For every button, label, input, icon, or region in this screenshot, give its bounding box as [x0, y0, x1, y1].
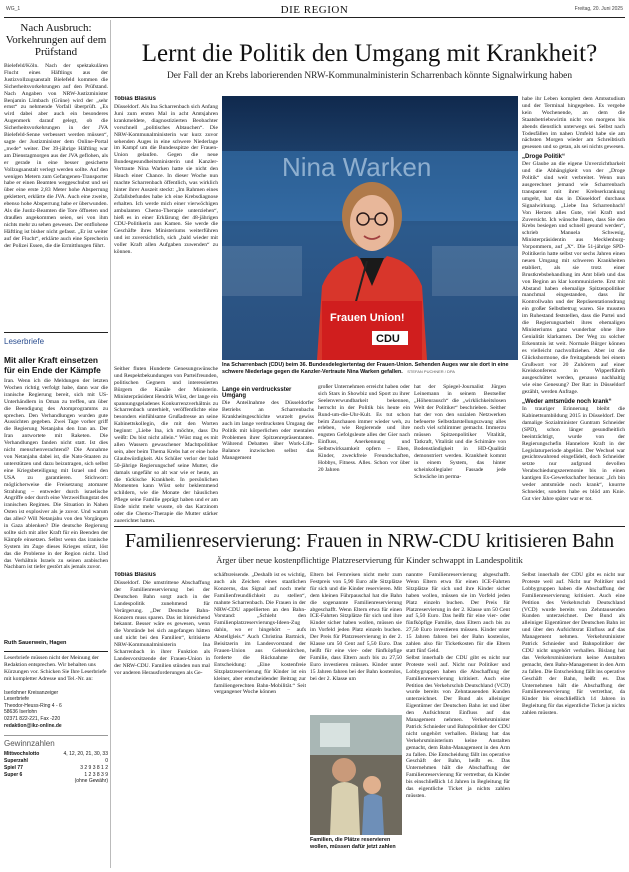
bottom-col3-text: Eltern bei Fernreisen nicht mehr zum Festpreis von 5,90 Euro alle Sitzplätze für sich und die Kinder reservieren. Mit dem kleinen Führpauschal hat die Bahn die sogenannte Familienreservierung abgeschafft. Wenn Eltern etwa für einen ICE-Fahrten Sitzplätze für sich und ihre Kinder sicher haben wollen, müssen sie im Vorfeld jeden Platz einzeln buchen. Der Preis für Platzreservierung in der 2. Klasse um 50 Cent auf 5,50 Euro. Das heißt für eine vier- oder fünfköpfige Familie, dass Eltern auch bis zu 27,50 Euro investieren müssen. Kinder unter 15 Jahren fahren bei der Bahn kostenlos, bei der 2. Klasse um	[310, 572, 402, 682]
header-rule	[4, 17, 625, 18]
bottom-story-rule	[114, 526, 625, 527]
main-col-3	[318, 384, 410, 522]
main-author: Tobias Blasius	[114, 96, 156, 102]
bottom-subhead: Ärger über neue kostenpflichtige Platzreservierung für Kinder schwappt in Landespolitik	[216, 555, 523, 565]
main-col-1	[114, 96, 218, 364]
bottom-col-5	[522, 572, 625, 868]
letter-body: Iran. Wenn ich die Meldungen der letzten Wochen richtig verfolgt habe, dann war die iranische Regierung bereit, sich mit US-Unterhändlern in Oman zu treffen, um über die Beendigung des Atomprogramms zu sprechen. Den Verhandlungen wurden gute Aussichten gegeben. Zwei Tage vorher griff die Regierung Netanjahu den Iran an. Der Iran antwortete mit Raketen. Die Verhandlungen fanden nicht statt. Ist dies nicht menschenverachtend? Die Annahme von Netanjahu dabei ist, die Nato-Staaten zu unterstützen und dazu beizutragen, sich selbst eine Kriegsbeteiligung mit Israel und den USA zu garantieren. Stichwort: möglicherweise die Freisetzung atomarer Strahlung – entweder durch israelische Angriffe oder durch eine Verzweiflungstat des iranischen Regimes. Die Situation in Nahen Osten ist explosiver als je zuvor. Und warum das alles? Will Netanjahu von den Vorgängen in Gaza ablenken? Die deutsche Regierung sollte sich mit aller Kraft für ein Beenden der Kämpfe einsetzen. Selbst wenn das iranische System im Zuge dieses Krieges stürzt, löst das die Probleme in der Region nicht. Und das Verhältnis Israels zu seinen arabischen Nachbarn ist tiefer gestört als jemals zuvor.	[4, 378, 108, 571]
podium-text: Frauen Union!	[330, 312, 405, 324]
letter-note: Leserbriefe müssen nicht der Meinung der Redaktion entsprechen. Wir behalten uns Kürzungen vor. Schicken Sie Ihre Leserbriefe mit kompletter Adresse und Tel.-Nr. an:	[4, 655, 107, 682]
main-col-4	[414, 384, 506, 522]
left-story-body: Bielefeld/Köln. Nach der spektakulären Flucht eines Häftlings aus der Justizvollzugsanstalt Bielefeld kommen die Sicherheitsvorkehrungen auf den Prüfstand. Nach Angaben von NRW-Justizminister Benjamin Limbach (Grüne) wird der „sehr ernst“ zu nehmende Vorfall überprüft. „Es wird dabei aber auch ein besonderes Augenmerk darauf gelegt, ob die Sicherheitsvorkehrungen in der JVA Bielefeld-Senne verbessert werden müssen“, sagte der Justizminister dem Online-Portal „nwde“ weiter. Der 39-jährige Häftling war am Dienstagmorgen aus der JVA geflohen, als er gerade in eine besser gesicherte Vollzugsanstalt verlegt werden sollte. Auf den wenigen Metern zum Gefangenen-Transporter habe er einen Beamten weggeschubst und sei über eine erste 2,83 Meter hohe Absperrung geklettert, erklärte die JVA. Auch eine zweite, ebenso hohe Absperrung habe er überwunden. Als die Justiz-Beamten die Tore öffneten und draußen angekommen seien, sei von ihm nichts mehr zu sehen gewesen. Der entflohene Häftling ist bisher nicht gefasst. „Er ist weiter auf der Flucht“, erklärte auch eine Sprecherin der Polizei Essen, die die Ermittlungen führt.	[4, 63, 108, 249]
main-col2-subhead: Lange ein verdrucksster Umgang	[222, 387, 292, 399]
family-train-photo	[310, 715, 402, 835]
main-col-2b	[222, 384, 314, 522]
lotto-value: 3 2 9 3 8 1 2	[80, 764, 108, 771]
bottom-col4-text: nanntre Familienreservierung abgeschafft. Wenn Eltern etwa für einen ICE-Fahrten Sitzplätze für sich und ihre Kinder sicher haben wollen, müssen sie im Vorfeld jeden Platz einzeln buchen. Der Preis für Platzreservierung in der 2. Klasse um 50 Cent auf 5,50 Euro. Das heißt für eine vier- oder fünfköpfige Familie, dass Eltern auch bis zu 27,50 Euro investieren müssen. Kinder unter 15 Jahren fahren bei der Bahn kostenlos, zahlen also für Ticketkosten für die Eltern statt fünf Geld.	[406, 572, 510, 654]
lotto-value: 1 2 3 8 3 9	[84, 771, 108, 778]
main-col3-text: großer Unternehmen erreicht haben oder sich Stars in Showbiz und Sport zu ihrer Seelenverwundbarkeit bekennen, herrscht in der Politik bis heute ein Rund-um-die-Uhr-Kult. Es tut schon beim Zuschauen immer wieder weh, zu erleben, wie Regierende und ihre engsten Gefolgsleute alles der Gier nach Einfluss, Anerkennung und Selbstwirksamkeit opfern – Ehen, Kinder, zweckfreie Freundschaften, Hobbys, Fitness. Alles. Schon vor über 20 Jahren	[318, 384, 410, 473]
main-headline: Lernt die Politik den Umgang mit Krankheit?	[141, 40, 598, 67]
lotto-note: (ohne Gewähr)	[74, 778, 108, 785]
photo-caption-text: Ina Scharrenbach (CDU) beim 36. Bundesdelegiertentag der Frauen-Union. Sehenden Auges war sie dort in eine schwere Niederlage gegen die Kanzler-Vertraute Nina Warken gefallen.	[222, 362, 509, 375]
lotto-label: Super 6	[4, 771, 23, 778]
lotto-label: Spiel 77	[4, 764, 23, 771]
bottom-col5-text-right: Selbst innerhalb der CDU gibt es nicht nur Proteste weil auf. Nicht nur Politiker und Lobbygruppen haben die Abschaffung der Familienreservierung kritisiert. Auch eine Petition des Verkehrsclub Deutschland (VCD) wurde bereits von Zehntausenden Kunden unterzeichnet. Der Bund als alleiniger Eigentümer der Deutschen Bahn ist und über den Aufsichtsrat Einfluss auf das Management nehmen. Verkehrsminister Patrick Schnieder und Bahnpolitiker der CDU nicht ungehört verhallen. Bislang hat das Verkehrsministerium keine Anstalten gemacht, dem Bahn-Management in den Arm zu fallen. Die Entscheidung fällt ins operative Geschäft der Bahn, heißt es. Das Unternehmen hält die Abschaffung der Familienreservierung für vertretbar, da Kinder bis einschließlich 14 Jahren in Begleitung für das eigentliche Ticket ja nichts zahlen müssten.	[522, 572, 625, 717]
issue-date: Freitag, 20. Juni 2025	[574, 6, 623, 12]
main-col-6	[522, 96, 625, 522]
lotto-row	[4, 758, 108, 765]
bottom-col2-text: schäftsreisende. „Deshalb ist es wichtig, auch als Zeichen eines staatlichen Konzerns, das Signal auf noch mehr Familienfreundlichkeit zu stellen“, mahnte Scharrenbach. Die Frauen in der NRW-CDU appellierten an den Bahn-Vorstand: „Schieht den Familienplatzreservierungs-Ideen-Zug dahin, wo er hingehört – aufs Abstellgleis.“ Auch Christina Bartnick, Beisitzerin im Landesvorstand der Frauen-Union aus Gelsenkirchen, forderte die Rücknahme der Entscheidung: „Eine kostenfreie Sitzplatzreservierung für Kinder ist ein kleiner, aber entscheidender Beitrag zur familiengerechten Bahn-Mobilität.“ Seit vergangener Woche können	[214, 572, 306, 696]
photo-credit: STEFAN PUCHNER / DPA	[407, 368, 455, 374]
main-col4-text: hat der Spiegel-Journalist Jürgen Leinemann in seinem Bestseller „Höhenrausch“ die „wirklichkeitslosen Welt der Politiker“ beschrieben. Seither hat der von den sozialen Netzwerken befeuerte Selbstdarstellungszwang alles noch viel schlimmer gemacht. Immerzu müssen Spitzenpolitiker Vitalität, Tatkraft, Vitalität und die Schimäre von Bodenständigkeit in HD-Qualität demonstriert werden. Krankheit kommt in einem System, das hinter scheinkollegialer Fassade jede Schwäche im perma-	[414, 384, 506, 480]
bottom-col-3	[310, 572, 402, 712]
address-line: Leserbriefe	[4, 696, 30, 703]
bottom-col5-text: Selbst innerhalb der CDU gibt es nicht nur Proteste weil auf. Nicht nur Politiker und Lobbygruppen haben die Abschaffung der Familienreservierung kritisiert. Auch eine Petition des Verkehrsclub Deutschland (VCD) wurde bereits von Zehntausenden Kunden unterzeichnet. Der Bund als alleiniger Eigentümer der Deutschen Bahn ist und über den Aufsichtsrat Einfluss auf das Management nehmen. Verkehrsminister Patrick Schnieder und Bahnpolitiker der CDU nicht ungehört verhallen. Bislang hat das Verkehrsministerium keine Anstalten gemacht, dem Bahn-Management in den Arm zu fallen. Die Entscheidung fällt ins operative Geschäft der Bahn, heißt es. Das Unternehmen hält die Abschaffung der Familienreservierung für vertretbar, da Kinder bis einschließlich 14 Jahren in Begleitung für das eigentliche Ticket ja nichts zahlen müssten.	[406, 654, 510, 799]
page-marker: WG_1	[6, 6, 21, 12]
letter-kicker: Leserbriefe	[4, 337, 45, 346]
main-col6c-text: In trauriger Erinnerung bleibt die Kabinettsumbildung 2015 in Düsseldorf. Der damalige Sozialminister Guntram Schneider (SPD), schon länger gesundheitlich beeinträchtigt, wurde von der Regierungschefin Hannelore Kraft in der Legislaturperiode abgelöst. Der Wechsel war gesichtswahrend eingefädelt, doch Schneider setzte nur aufgrund devollen Verabschiedungszeremonie bis in einen kantigen Ex-Gewerkschafter heraus: „Ich bin weder amtsmüde noch krank“, knurrte Schneider, sondern habe es blöd am Knie. Gut vier Jahre später war er tot.	[522, 406, 625, 502]
lotto-title: Gewinnzahlen	[4, 735, 108, 748]
backdrop-text: Nina Warken	[282, 152, 432, 182]
lotto-value: 0	[105, 757, 108, 764]
bottom-col-4	[406, 572, 510, 868]
email-address[interactable]: redaktion@ikz-online.de	[4, 722, 62, 729]
address-line: Theodor-Heuss-Ring 4 - 6	[4, 702, 62, 709]
scharrenbach-photo	[222, 96, 518, 360]
lotto-table	[4, 751, 108, 785]
left-story-headline: Nach Ausbruch: Vorkehrungen auf dem Prüfstand	[5, 22, 107, 58]
main-col2b-text: Die Anteilnahme des Düsseldorfer Betriebs an Scharrenbachs Krankheitsgeschichte wurzelt gewiss auch im lange verdrucksten Umgang der Politik mit körperlichen oder mentalen Problemen ihrer Spitzenrepräsentanten. Während Debatten über Work-Life-Balance inzwischen selbst das Management	[222, 400, 314, 462]
address-line: 02371 822-221, Fax -220	[4, 716, 61, 722]
main-col1-text: Düsseldorf. Als Ina Scharrenbach sich Anfang Juni zum ersten Mal in acht Amtsjahren krankmeldete, diagnostizierten Beobachter vorschnell „politisches Abtauchen“. Die NRW-Kommunalministerin war kurz zuvor sehenden Auges in eine schwere Niederlage im Kampf um die Bundesspitze der Frauen-Union gelaufen. Gegen die neue Bundesgesundheitsministerin und Kanzler-Vertraute Nina Warken hatte sie nicht den Hauch einer Chance. In dieser Woche nun machte Scharrenbach öffentlich, was wirklich hinter ihrer Auszeit steckt: „Im Rahmen eines Zufallsbefundes habe ich eine Krebsdiagnose erhalten. Ich werde mich einer vierwöchigen ambulanten Chemo-Therapie unterziehen“, hieß es in einer Erklärung der 48-jährigen CDU-Politikerin aus Kamen. Sie werde die Geschäfte ihres Ministeriums weiterführen und ist zuversichtlich, sich „bald wieder mit voller Kraft allen Aufgaben zuwenden“ zu können.	[114, 104, 218, 256]
address-line: Iserlohner Kreisanzeiger	[4, 689, 59, 696]
lotto-label: Superzahl	[4, 757, 28, 764]
bottom-col-1	[114, 572, 210, 868]
address-line: 58636 Iserlohn	[4, 709, 38, 716]
bottom-photo	[310, 715, 402, 835]
bottom-headline: Familienreservierung: Frauen in NRW-CDU kritisieren Bahn	[124, 530, 615, 552]
left-divider	[4, 332, 108, 333]
lotto-value: 4, 12, 20, 21, 30, 33	[63, 751, 108, 758]
main-col6-subhead-2: „Weder amtsmüde noch krank“	[522, 399, 612, 406]
bottom-col-2	[214, 572, 306, 868]
section-title: DIE REGION	[280, 4, 349, 16]
main-subhead: Der Fall der an Krebs laborierenden NRW-Kommunalministerin Scharrenbach könnte Signalwirkung haben	[166, 71, 573, 81]
main-photo	[222, 96, 518, 360]
main-col6-subhead: „Droge Politik“	[522, 154, 566, 161]
lotto-row	[4, 751, 108, 758]
main-col-1b	[114, 366, 218, 522]
main-col6-text: habe ihr Leben komplett dem Amtsstudium und der Terminal hingegeben. Es vergehe kein Wochenende, an dem die Staatsbetriebswirtin nicht von morgens bis abends dienstlich unterwegs sei. Selbst nach Todesfällen im nahen Umfeld habe sie am nächsten Morgen wieder am Schreibtisch gesessen und so getan, als sei nichts gewesen.	[522, 96, 625, 151]
photo-caption	[222, 362, 518, 375]
lotto-label: Mittwochslotto	[4, 751, 40, 758]
address-block	[4, 690, 108, 730]
main-col2-text: Seither fluten Hunderte Genesungswünsche und Respektbekundungen von Parteifreunden, politischen Gegnern und interessierten Bürgern die Kanäle der Ministerin. Ministerpräsident Hendrik Wüst, der lange ein spannungsgeladenes Konkurrenzverhältnis zu Scharrenbach unterhielt, veröffentlichte eine besonders einfühlsame Grußadresse an seine Kabinettskollegin, die mit den Worten beginnt: „Liebe Ina, ich möchte, dass Du weißt: Du bist nicht allein.“ Wüst mag es mit allen Wassern gewaschener Machtpolitiker sein, aber beim Thema Krebs hat er eine hohe Glaubwürdigkeit. Als Schüler verlor der bald 50-jährige Regierungschef seine Mutter, die damals ungefähr so alt war wie er heute, an die tückische Krankheit. In persönlichen Momenten kann Wüst sehr beklemmend schildern, wie die Monate der häuslichen Pflege seine Familie geprägt haben und er am Ende nicht mehr wusste, ob das Karzinom oder die Chemo-Therapie die Mutter stärker zugerichtet hatten.	[114, 366, 218, 522]
lotto-row	[4, 772, 108, 779]
lotto-row	[4, 765, 108, 772]
main-col6b-text: Der Glaube an die eigene Unverzichtbarkeit und die Abhängigkeit von der „Droge Politik“ sind weit verbreitet. Wenn nun ausgerechnet jemand wie Scharrenbach transparent mit ihrer Krebserkrankung umgeht, hat das in Düsseldorf durchaus Signalwirkung. „Liebe Ina Scharrenbach! Von Herzen alles Gute, viel Kraft und Zuversicht. Ich wünsche Ihnen, dass Sie den Krebs besiegen und schnell gesund werden“, schrieb Manuela Schwesig, Ministerpräsidentin aus Mecklenburg-Vorpommern, auf „X“. Die 51-jährige SPD-Politikerin hatte selbst vor sechs Jahren einen neuen Umgang mit schweren Krankheiten etabliert, als sie trotz einer Brustkrebsbehandlung im Amt blieb und das von Beginn an klar kommunizierte. Erst mit Abstand haben ehemalige Spitzenpolitiker manchmal eingestanden, dass ihr Kontrollwahn und der Repräsentationsdrang ein großer Selbstbetrug waren. Sie mussten im Ruhestand feststellen, dass die Partei und die Regierungsarbeit ihres ehemaligen Ministeriums ganz wunderbar ohne ihre Genialität klarkamen. Der Weg zu solcher Erkenntnis ist weit. Normale Bürger können es vielleicht nachvollziehen. Aber ist die Glückshormone, die freitagabends bei einem Grußwort vor 20 Zuhörern auf einer Kreiskonferenz in Wipperführth ausgeschüttet werden, genauso nachhaltig wie eine Genesung? Der Rat: in Düsseldorf gezählt, werden Anfrage.	[522, 161, 625, 396]
podium-logo: CDU	[376, 333, 400, 345]
bottom-author: Tobias Blasius	[114, 572, 156, 578]
letter-signature: Ruth Sauerwein, Hagen	[4, 640, 67, 646]
bottom-col1-text: Düsseldorf. Die umstrittene Abschaffung der Familienreservierung bei der Deutschen Bahn sorgt auch in der Landespolitik zunehmend für Verärgerung. „Der Deutsche Bahn-Konzern muss sparen. Das ist hinreichend bekannt. Besser wäre es gewesen, wenn die Vorstände bei sich angefangen hätten und nicht bei den Familien“, kritisierte NRW-Kommunalministerin Ina Scharrenbach in ihrer Funktion als Landesvorsitzende der Frauen-Union in der NRW-CDU. Familien stünden nun mal vor anderen Herausforderungen als Ge-	[114, 580, 210, 676]
left-divider-2	[4, 651, 108, 652]
column-divider	[110, 20, 111, 868]
left-column	[4, 20, 108, 868]
letter-headline: Mit aller Kraft einsetzen für ein Ende der Kämpfe	[4, 355, 101, 375]
bottom-photo-caption: Familien, die Plätze reservieren wollen, müssen dafür jetzt zahlen	[310, 837, 396, 850]
